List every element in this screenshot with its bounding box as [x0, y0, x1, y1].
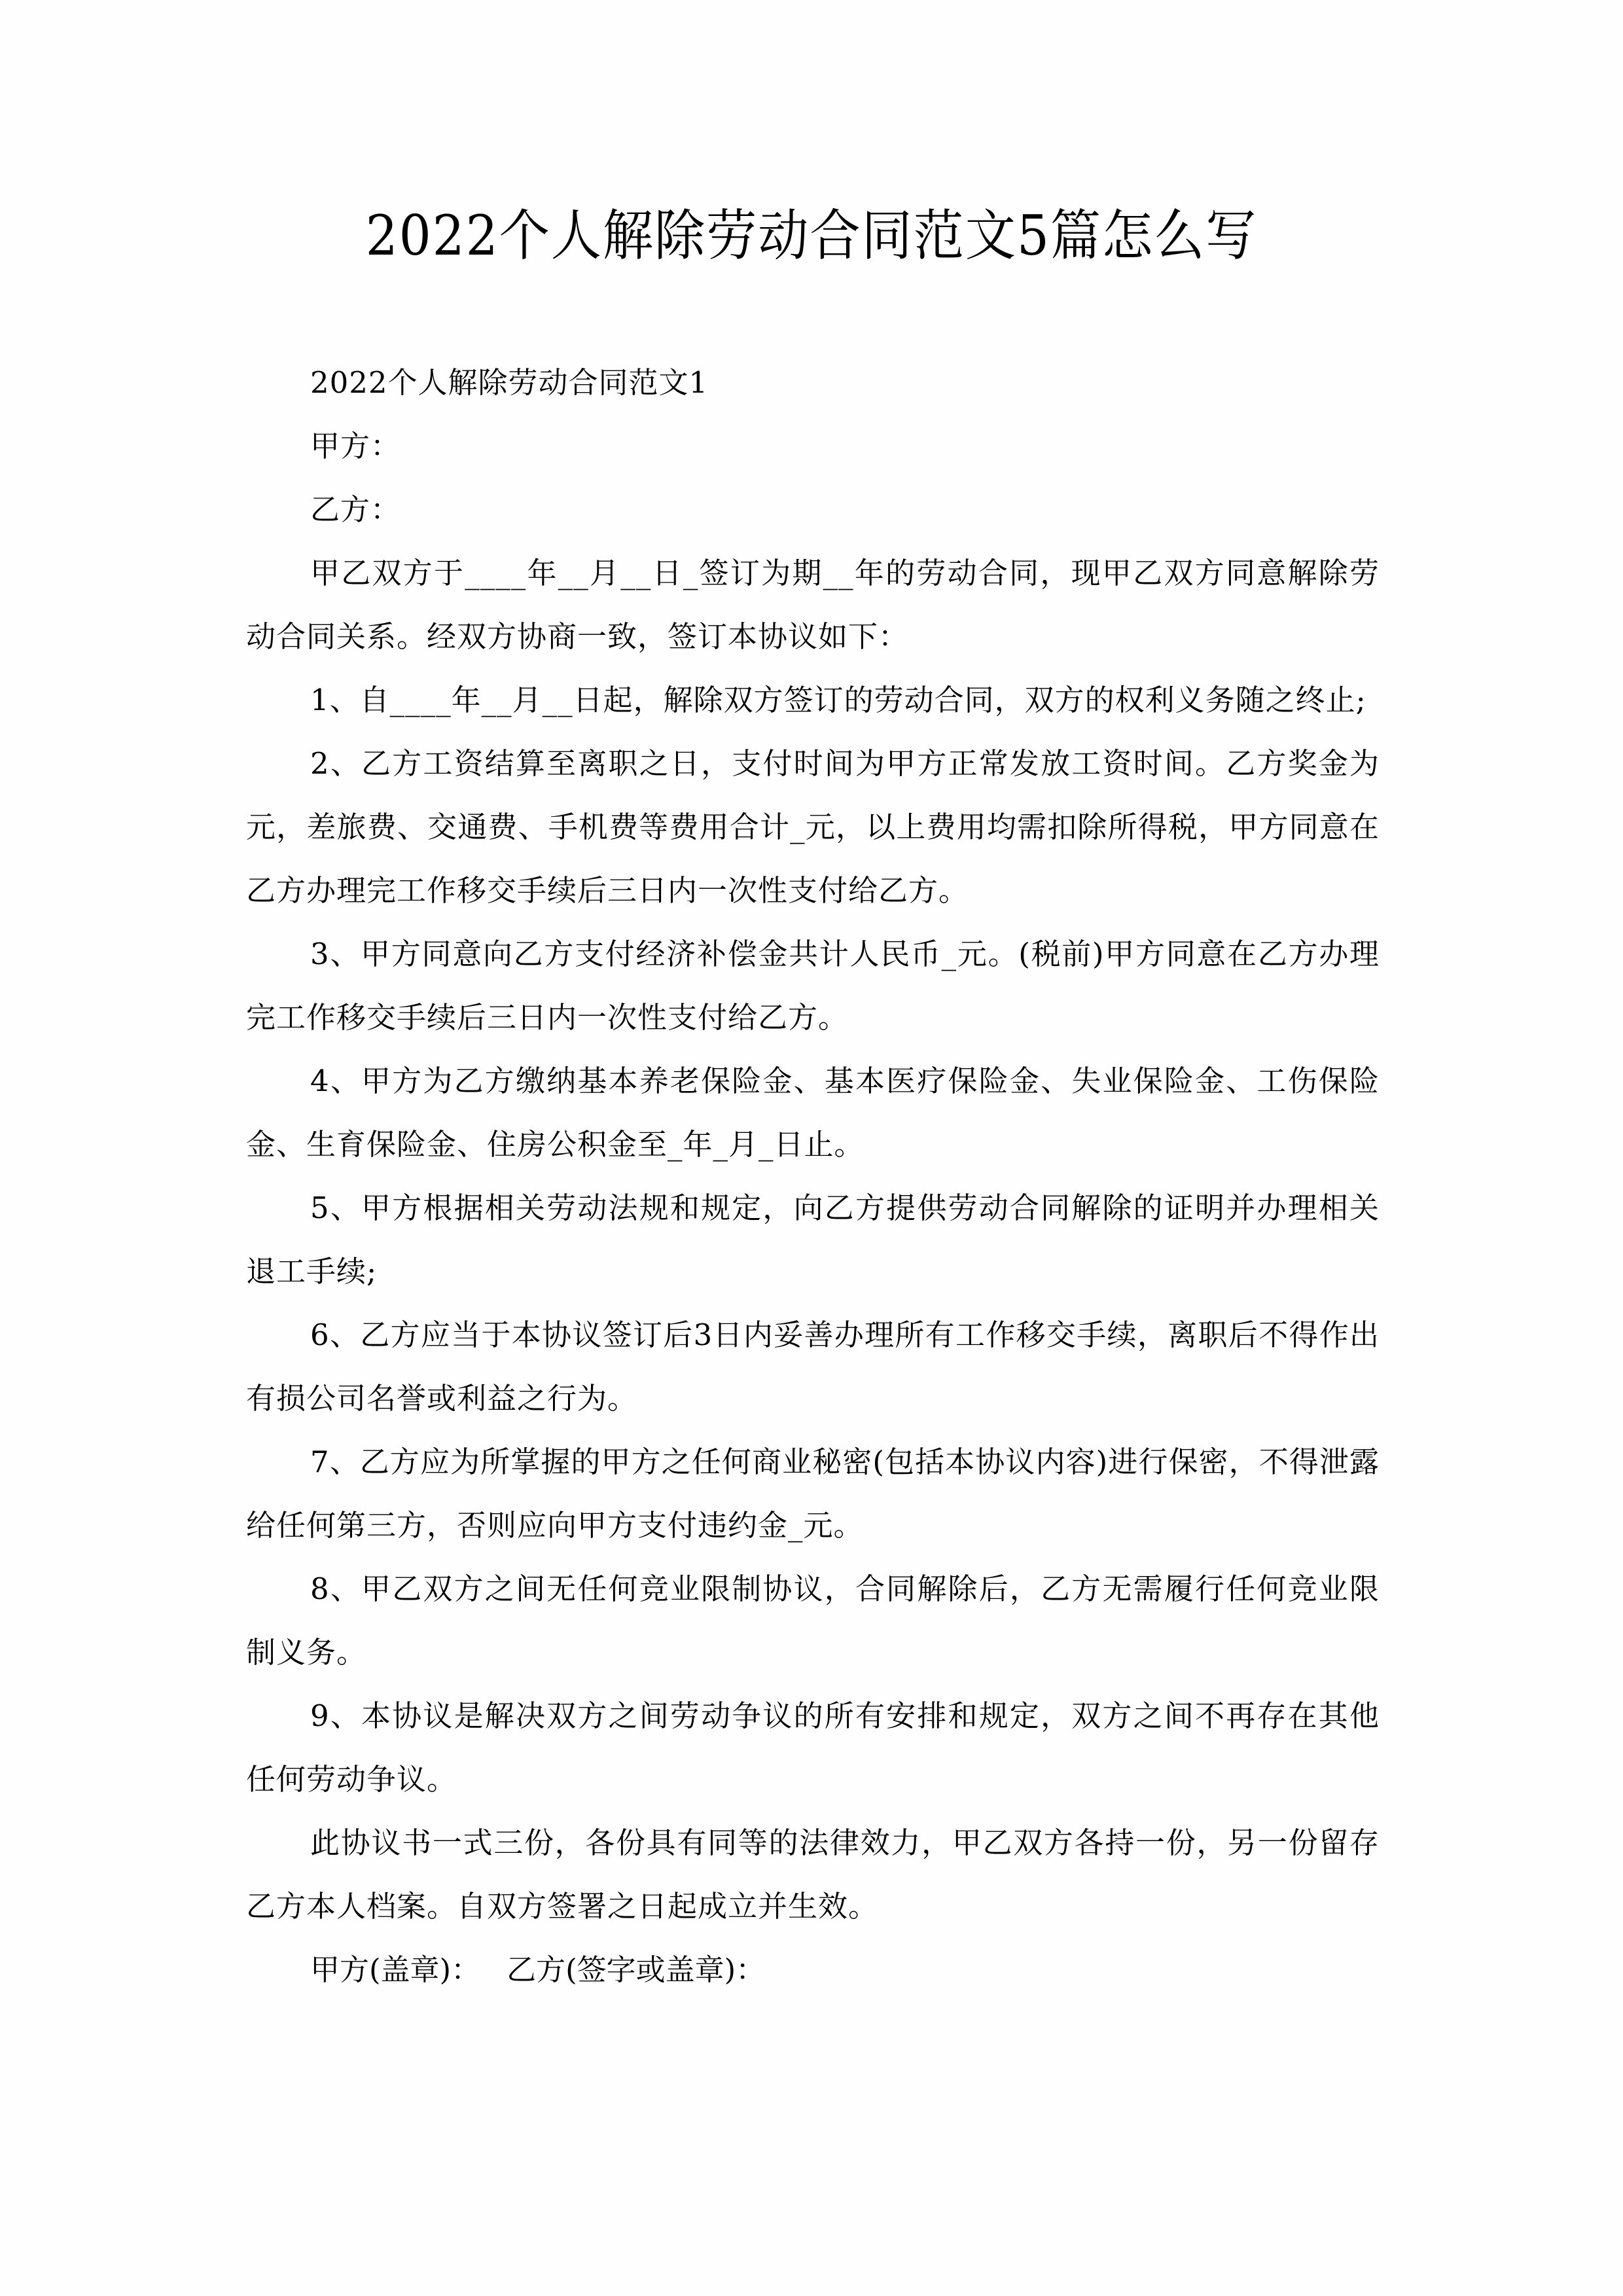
clause-7: 7、乙方应为所掌握的甲方之任何商业秘密(包括本协议内容)进行保密，不得泄露给任何第三方，否则应向甲方支付违约金_元。 [246, 1444, 1380, 1543]
party-a-label: 甲方： [310, 429, 401, 463]
closing-paragraph: 此协议书一式三份，各份具有同等的法律效力，甲乙双方各持一份，另一份留存乙方本人档案。自双方签署之日起成立并生效。 [246, 1825, 1380, 1924]
clause-6: 6、乙方应当于本协议签订后3日内妥善办理所有工作移交手续，离职后不得作出有损公司名誉或利益之行为。 [246, 1318, 1380, 1416]
clause-1: 1、自____年__月__日起，解除双方签订的劳动合同，双方的权利义务随之终止; [310, 683, 1366, 717]
clause-9: 9、本协议是解决双方之间劳动争议的所有安排和规定，双方之间不再存在其他任何劳动争议。 [246, 1698, 1380, 1797]
party-b-label: 乙方： [310, 492, 401, 527]
signature-party-a: 甲方(盖章)： [310, 1952, 481, 1987]
clause-8: 8、甲乙双方之间无任何竞业限制协议，合同解除后，乙方无需履行任何竞业限制义务。 [246, 1571, 1380, 1670]
clause-5: 5、甲方根据相关劳动法规和规定，向乙方提供劳动合同解除的证明并办理相关退工手续; [246, 1191, 1380, 1289]
signature-row [246, 1938, 1380, 2001]
signature-party-b: 乙方(签字或盖章)： [507, 1952, 766, 1987]
clause-4: 4、甲方为乙方缴纳基本养老保险金、基本医疗保险金、失业保险金、工伤保险金、生育保险金、住房公积金至_年_月_日止。 [246, 1064, 1380, 1162]
clause-3: 3、甲方同意向乙方支付经济补偿金共计人民币_元。(税前)甲方同意在乙方办理完工作移交手续后三日内一次性支付给乙方。 [246, 937, 1380, 1035]
section-heading: 2022个人解除劳动合同范文1 [310, 365, 709, 400]
clause-2: 2、乙方工资结算至离职之日，支付时间为甲方正常发放工资时间。乙方奖金为元，差旅费、交通费、手机费等费用合计_元，以上费用均需扣除所得税，甲方同意在乙方办理完工作移交手续后三日内一次性支付给乙方。 [246, 746, 1380, 908]
document-body [246, 351, 1380, 2001]
document-title: 2022个人解除劳动合同范文5篇怎么写 [365, 204, 1258, 268]
preamble-paragraph: 甲乙双方于____年__月__日_签订为期__年的劳动合同，现甲乙双方同意解除劳动合同关系。经双方协商一致，签订本协议如下： [246, 556, 1380, 654]
